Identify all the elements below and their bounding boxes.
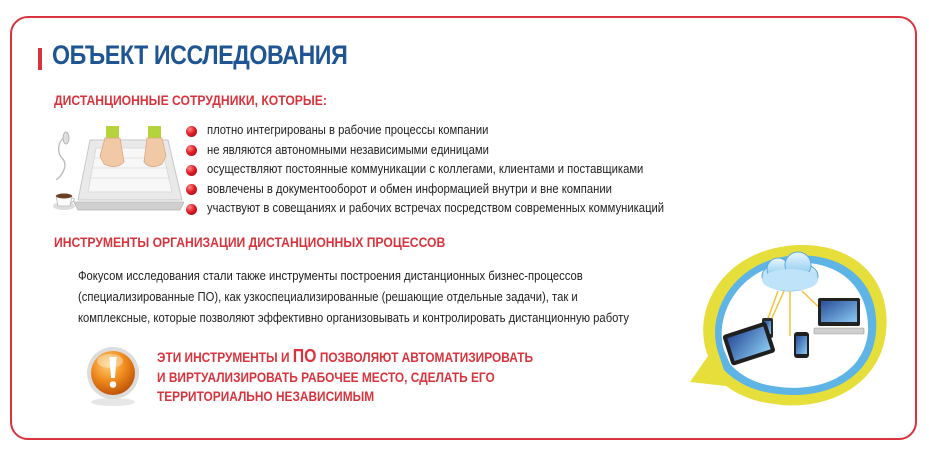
coffee-cup-icon: [52, 190, 78, 212]
paragraph-line: (специализированные ПО), как узкоспециализированные (решающие отдельные задачи), так и: [78, 290, 578, 304]
section-heading-employees: ДИСТАНЦИОННЫЕ СОТРУДНИКИ, КОТОРЫЕ:: [54, 93, 327, 108]
paragraph-line: комплексные, которые позволяют эффективно организовывать и контролировать дистанционную работу: [78, 311, 630, 325]
list-item: не являются автономными независимыми единицами: [186, 141, 715, 161]
callout-line-2: И ВИРТУАЛИЗИРОВАТЬ РАБОЧЕЕ МЕСТО, СДЕЛАТЬ ЕГО: [157, 369, 495, 385]
warning-icon: [84, 345, 142, 407]
bullet-icon: [186, 145, 197, 156]
cloud-devices-icon: [686, 236, 894, 426]
list-item: вовлечены в документооборот и обмен информацией внутри и вне компании: [186, 180, 715, 200]
list-item: плотно интегрированы в рабочие процессы компании: [186, 121, 715, 141]
list-item: осуществляют постоянные коммуникации с коллегами, клиентами и поставщиками: [186, 160, 715, 180]
list-item: участвуют в совещаниях и рабочих встречах посредством современных коммуникаций: [186, 199, 715, 219]
bullet-icon: [186, 126, 197, 137]
bullet-icon: [186, 165, 197, 176]
callout-line-3: ТЕРРИТОРИАЛЬНО НЕЗАВИСИМЫМ: [157, 389, 375, 404]
employee-criteria-list: [186, 121, 715, 219]
page-title: ОБЪЕКТ ИССЛЕДОВАНИЯ: [52, 40, 348, 70]
bullet-icon: [186, 184, 197, 195]
paragraph-line: Фокусом исследования стали также инструменты построения дистанционных бизнес-процессов: [78, 269, 583, 283]
section-heading-tools: ИНСТРУМЕНТЫ ОРГАНИЗАЦИИ ДИСТАНЦИОННЫХ ПРОЦЕССОВ: [54, 235, 446, 250]
callout-text: [157, 347, 584, 407]
callout-line-1: ЭТИ ИНСТРУМЕНТЫ И ПО ПОЗВОЛЯЮТ АВТОМАТИЗИРОВАТЬ: [157, 346, 534, 366]
tools-paragraph: [78, 266, 718, 329]
bullet-icon: [186, 204, 197, 215]
title-accent-bar: [38, 48, 42, 70]
